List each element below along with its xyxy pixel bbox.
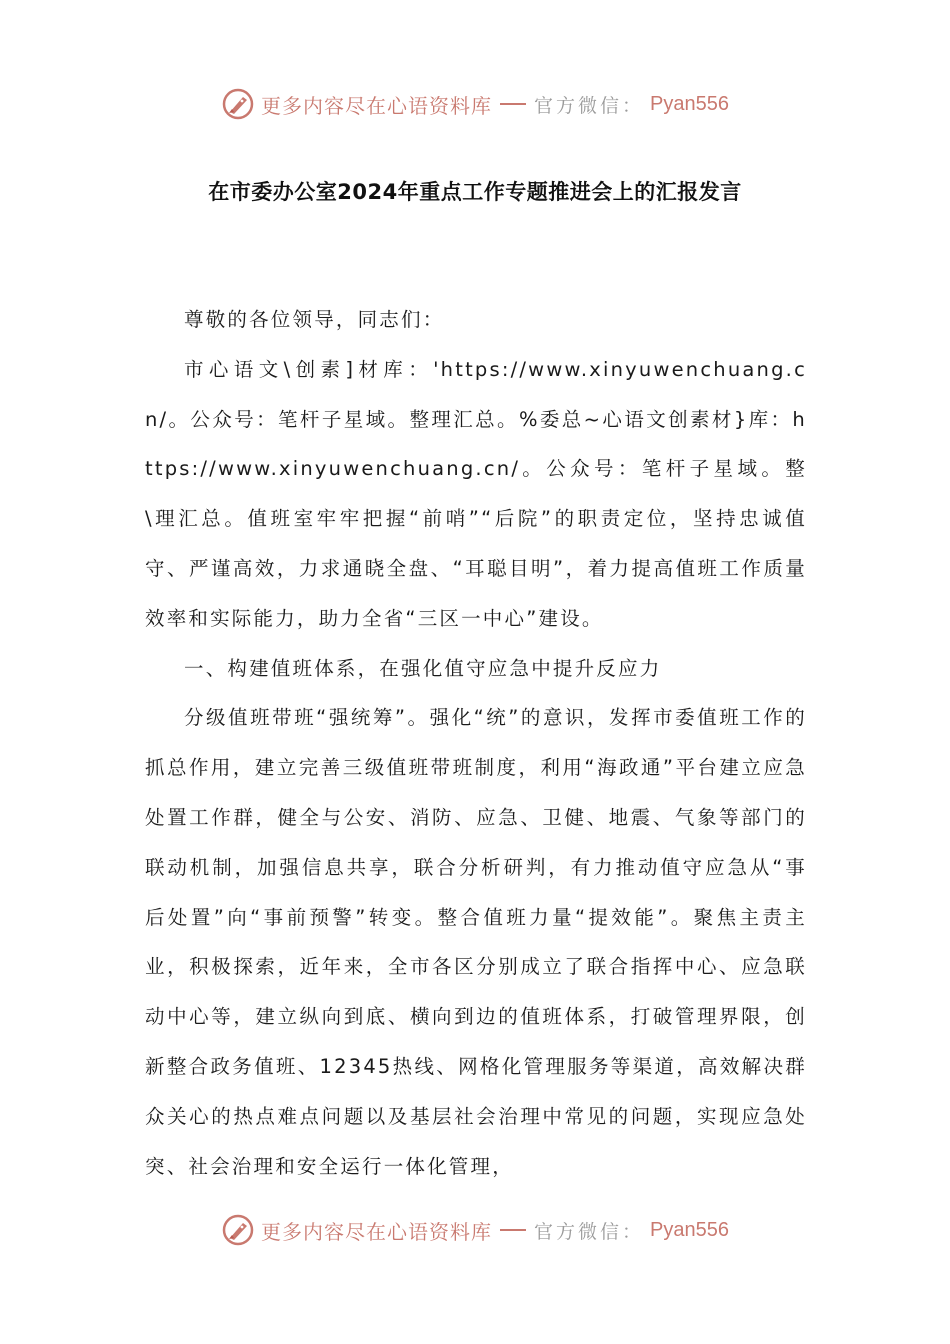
banner-official-label: 官方微信：	[534, 1220, 645, 1243]
banner-official-label: 官方微信：	[534, 94, 645, 117]
banner-dash	[500, 1229, 526, 1231]
greeting-paragraph: 尊敬的各位领导，同志们：	[184, 308, 445, 331]
banner-dash	[500, 103, 526, 105]
banner-slogan: 更多内容尽在心语资料库	[261, 1219, 492, 1244]
document-body	[145, 295, 807, 1191]
body-paragraph-1: 市心语文\创素]材库：'https://www.xinyuwenchuang.cn/。公众号：笔杆子星域。整理汇总。%委总~心语文创素材}库：https://www.xinyuwenchuang.cn/。公众号：笔杆子星域。整\理汇总。值班室牢牢把握“前哨”“后院”的职责定位，坚持忠诚值守、严谨高效，力求通晓全盘、“耳聪目明”，着力提高值班工作质量效率和实际能力，助力全省“三区一中心”建设。	[145, 357, 807, 630]
pen-nib-logo-icon	[221, 87, 255, 121]
banner-wechat-id: Pyan556	[650, 92, 729, 115]
footer-banner	[0, 1208, 950, 1252]
section-heading-1: 一、构建值班体系，在强化值守应急中提升反应力	[184, 656, 662, 680]
banner-wechat-id: Pyan556	[650, 1218, 729, 1241]
header-banner	[0, 82, 950, 126]
pen-nib-logo-icon	[221, 1213, 255, 1247]
body-paragraph-2: 分级值班带班“强统筹”。强化“统”的意识，发挥市委值班工作的抓总作用，建立完善三级值班带班制度，利用“海政通”平台建立应急处置工作群，健全与公安、消防、应急、卫健、地震、气象等部门的联动机制，加强信息共享，联合分析研判，有力推动值守应急从“事后处置”向“事前预警”转变。整合值班力量“提效能”。聚焦主责主业，积极探索，近年来，全市各区分别成立了联合指挥中心、应急联动中心等，建立纵向到底、横向到边的值班体系，打破管理界限，创新整合政务值班、12345热线、网格化管理服务等渠道，高效解决群众关心的热点难点问题以及基层社会治理中常见的问题，实现应急处突、社会治理和安全运行一体化管理，	[145, 706, 807, 1178]
banner-slogan: 更多内容尽在心语资料库	[261, 93, 492, 118]
document-title: 在市委办公室2024年重点工作专题推进会上的汇报发言	[208, 180, 742, 204]
